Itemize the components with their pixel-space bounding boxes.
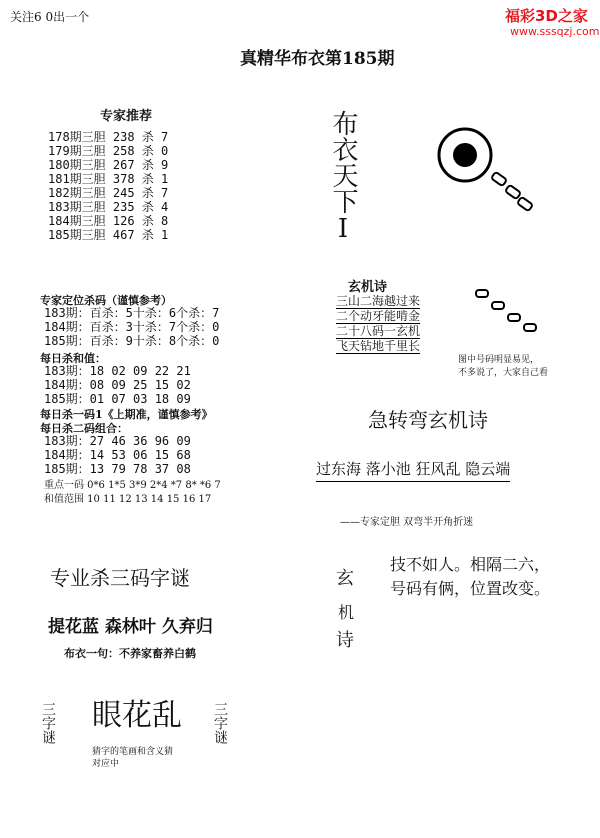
list-item: 183期：百杀：5十杀：6个杀：7 — [44, 306, 220, 320]
list-item: 183期：27 46 36 96 09 — [44, 434, 191, 448]
riddle-note-2: 对应中 — [92, 759, 120, 769]
final-2: 号码有俩，位置改变。 — [390, 579, 551, 598]
kill-three-title: 专业杀三码字谜 — [50, 566, 190, 590]
center-riddle: 眼花乱 — [92, 698, 182, 733]
shi-char: 诗 — [336, 630, 354, 651]
list-item: 185期：百杀：9十杀：8个杀：0 — [44, 334, 220, 348]
dash-line: ——专家定胆 双弯半开角折迷 — [340, 517, 474, 528]
position-kill-heading: 专家定位杀码（谨慎参考） — [40, 294, 172, 307]
list-item: 182期三胆 245 杀 7 — [48, 186, 169, 200]
chain-link-icon — [505, 185, 521, 200]
list-item: 183期三胆 235 杀 4 — [48, 200, 169, 214]
expert-heading: 专家推荐 — [100, 109, 153, 124]
list-item: 二个动牙能啃金 — [336, 309, 421, 323]
list-item: 184期：14 53 06 15 68 — [44, 448, 191, 462]
page-title: 真精华布衣第185期 — [240, 49, 395, 69]
list-item: 185期三胆 467 杀 1 — [48, 228, 169, 242]
chain-link-icon — [492, 302, 504, 309]
xuan-char: 玄 — [336, 568, 354, 589]
right-tag: 三字谜 — [212, 702, 228, 744]
list-item: 180期三胆 267 杀 9 — [48, 158, 169, 172]
chain-link-icon — [508, 314, 520, 321]
list-item: 183期：18 02 09 22 21 — [44, 364, 191, 378]
list-item: 178期三胆 238 杀 7 — [48, 130, 169, 144]
daily-sum-list — [44, 364, 191, 406]
chain-link-icon — [476, 290, 488, 297]
daily-sum-heading: 每日杀和值： — [40, 352, 106, 365]
buyi-line: 布衣一句：不养家畜养白鹤 — [64, 647, 196, 660]
site-url[interactable]: www.sssqzj.com — [510, 25, 600, 38]
expert-list — [48, 130, 168, 242]
site-name[interactable]: 福彩3D之家 — [505, 7, 588, 25]
list-item: 二十八码一玄机 — [336, 324, 421, 338]
jewel-icon — [453, 143, 477, 167]
position-kill-list — [44, 306, 219, 348]
chain-link-icon — [517, 197, 533, 212]
daily-one-list — [44, 434, 191, 476]
turn-line: 过东海 落小池 狂风乱 隐云端 — [316, 458, 510, 482]
poem-heading: 玄机诗 — [348, 280, 388, 295]
daily-one-heading: 每日杀一码1《上期准，谨慎参考》 — [40, 408, 213, 421]
chain-illustration-2 — [470, 280, 550, 340]
key-combo: 重点一码 0*6 1*5 3*9 2*4 *7 8* *6 7 — [44, 480, 221, 491]
chain-illustration — [430, 120, 540, 220]
hint-2: 不多说了，大家自己看 — [458, 368, 549, 378]
list-item: 184期：百杀：3十杀：7个杀：0 — [44, 320, 220, 334]
poem-lines — [336, 294, 420, 354]
list-item: 185期：01 07 03 18 09 — [44, 392, 191, 406]
turn-title: 急转弯玄机诗 — [368, 408, 488, 432]
riddle-note-1: 猜字的笔画和含义猜 — [92, 747, 174, 757]
chain-link-icon — [524, 324, 536, 331]
sum-range: 和值范围 10 11 12 13 14 15 16 17 — [44, 494, 212, 505]
list-item: 181期三胆 378 杀 1 — [48, 172, 169, 186]
follow-text: 关注6 0出一个 — [10, 10, 90, 24]
kill-three-words: 提花蓝 森林叶 久弃归 — [48, 617, 213, 637]
chain-link-icon — [491, 172, 507, 187]
vertical-title: 布衣天下Ⅰ — [328, 110, 358, 244]
list-item: 飞天钻地千里长 — [336, 339, 421, 353]
ji-char: 机 — [338, 603, 355, 622]
list-item: 185期：13 79 78 37 08 — [44, 462, 191, 476]
left-tag: 三字谜 — [40, 702, 56, 744]
daily-two-heading: 每日杀二码组合： — [40, 422, 128, 435]
list-item: 184期：08 09 25 15 02 — [44, 378, 191, 392]
list-item: 179期三胆 258 杀 0 — [48, 144, 169, 158]
list-item: 184期三胆 126 杀 8 — [48, 214, 169, 228]
final-1: 技不如人。相隔二六， — [390, 555, 551, 574]
hint-1: 图中号码明显易见， — [458, 355, 540, 365]
list-item: 三山二海越过来 — [336, 294, 421, 308]
